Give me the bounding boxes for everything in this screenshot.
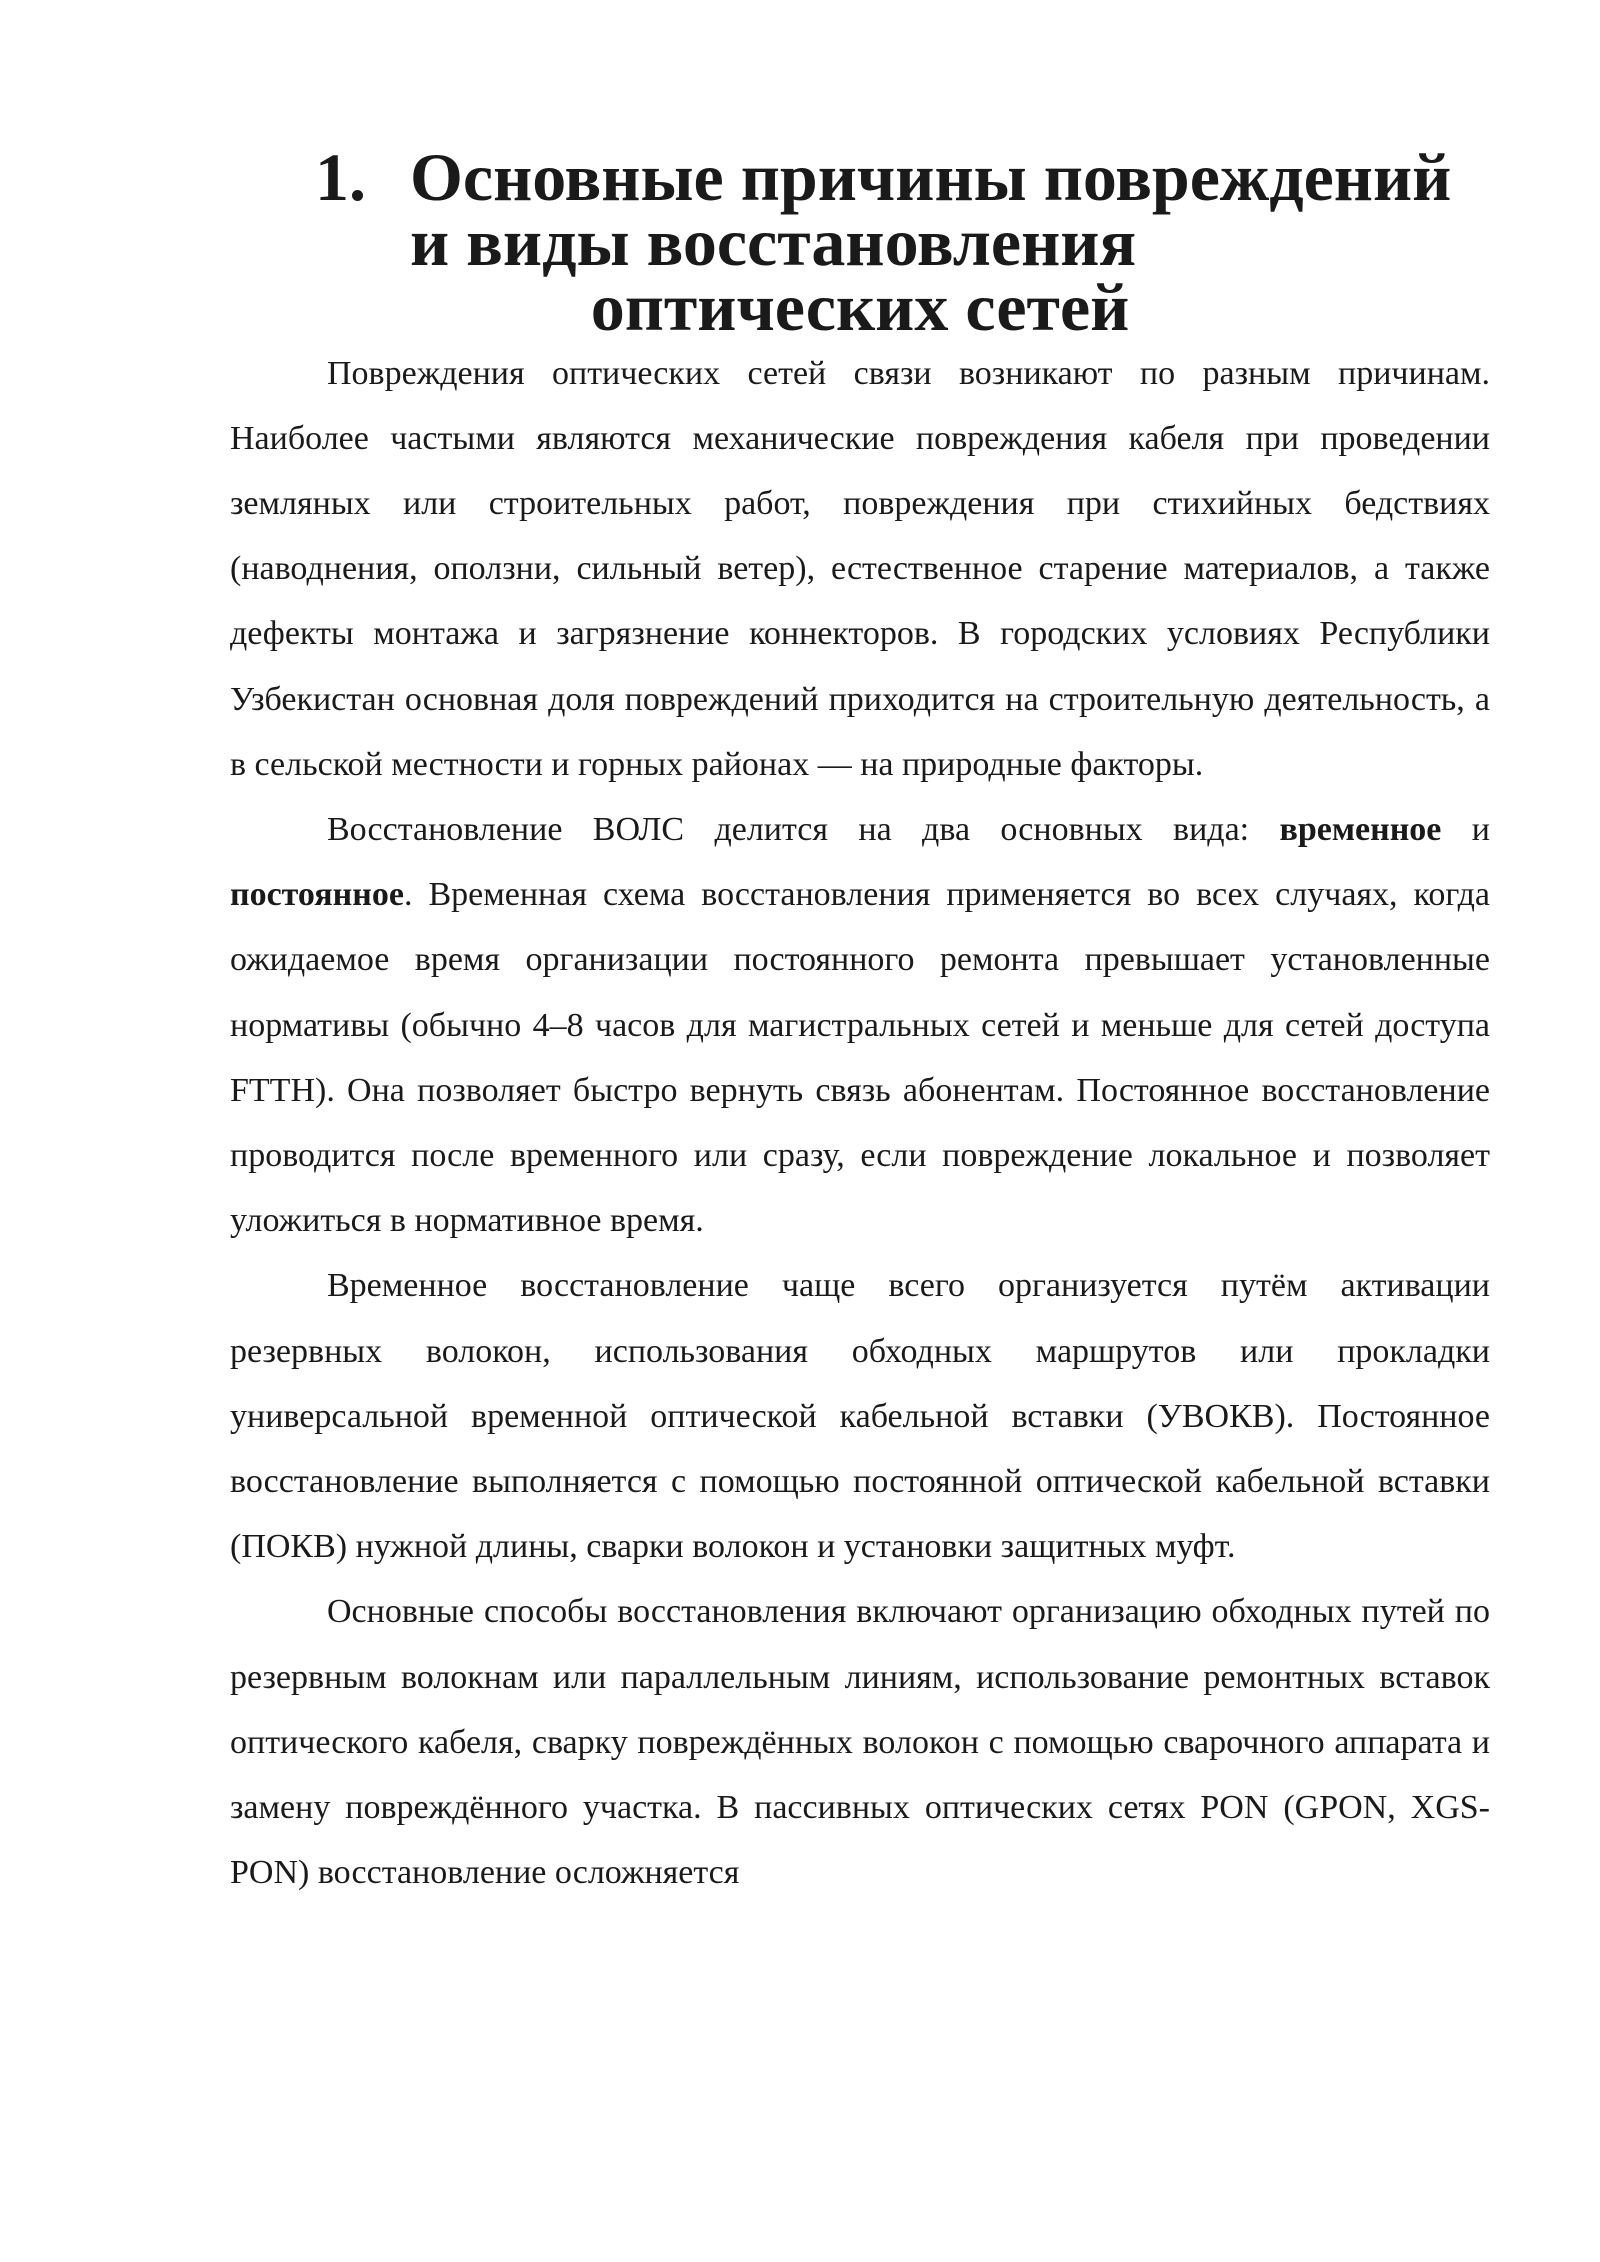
section-title-part-2: оптических сетей: [590, 269, 1130, 346]
section-heading: [230, 139, 1490, 346]
paragraph-restoration-types: [230, 797, 1490, 1253]
paragraph-text: Восстановление ВОЛС делится на два основных вида:: [327, 811, 1280, 849]
term-permanent: постоянное: [230, 876, 404, 914]
term-temporary: временное: [1279, 811, 1442, 849]
section-number: 1.: [315, 139, 366, 215]
paragraph-text: и: [1441, 811, 1490, 849]
paragraph-damage-causes: Повреждения оптических сетей связи возникают по разным причинам. Наиболее частыми являются механические повреждения кабеля при проведении земляных или строительных работ, повреждения при стихийных бедствиях (наводнения, оползни, сильный ветер), естественное старение материалов, а также дефекты монтажа и загрязнение коннекторов. В городских условиях Республики Узбекистан основная доля повреждений приходится на строительную деятельность, а в сельской местности и горных районах — на природные факторы.: [230, 354, 1490, 783]
paragraph-restoration-methods: Основные способы восстановления включают организацию обходных путей по резервным волокнам или параллельным линиям, использование ремонтных вставок оптического кабеля, сварку повреждённых волокон с помощью сварочного аппарата и замену повреждённого участка. В пассивных оптических сетях PON (GPON, XGS-PON) восстановление осложняется: [230, 1593, 1490, 1892]
section-title-part-1: Основные причины повреждений и виды восстановления: [410, 139, 1452, 281]
section-heading-line-1: [230, 139, 1490, 281]
document-body: [230, 139, 1490, 1905]
paragraph-temporary-restoration: Временное восстановление чаще всего организуется путём активации резервных волокон, использования обходных маршрутов или прокладки универсальной временной оптической кабельной вставки (УВОКВ). Постоянное восстановление выполняется с помощью постоянной оптической кабельной вставки (ПОКВ) нужной длины, сварки волокон и установки защитных муфт.: [230, 1267, 1490, 1566]
paragraph-text: . Временная схема восстановления применяется во всех случаях, когда ожидаемое время организации постоянного ремонта превышает установленные нормативы (обычно 4–8 часов для магистральных сетей и меньше для сетей доступа FTTH). Она позволяет быстро вернуть связь абонентам. Постоянное восстановление проводится после временного или сразу, если повреждение локальное и позволяет уложиться в нормативное время.: [230, 876, 1490, 1240]
